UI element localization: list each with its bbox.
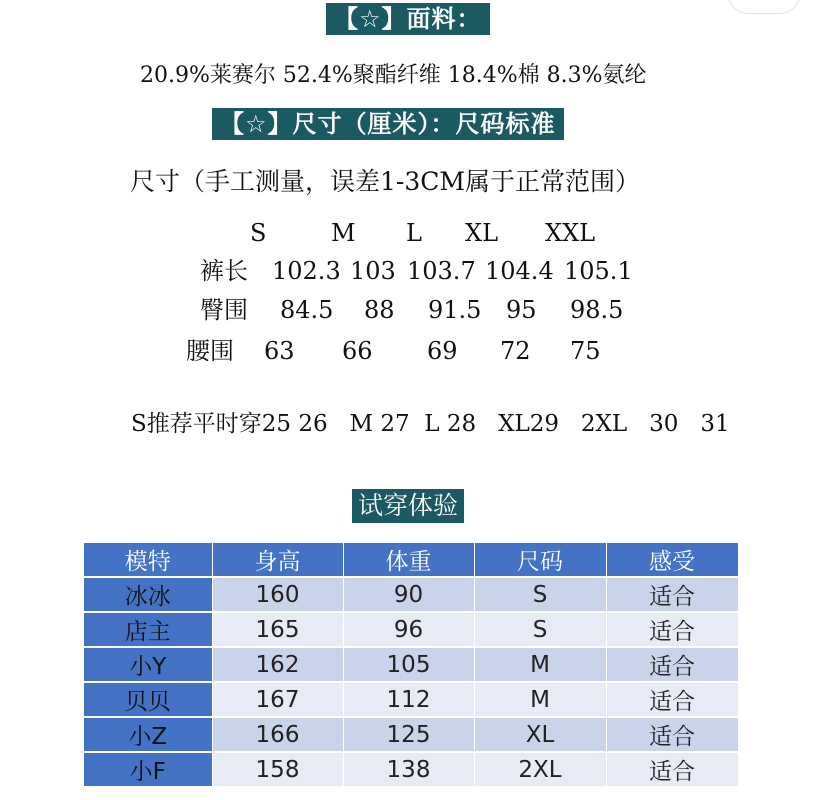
size-value: 103.7 [407, 257, 476, 285]
size-value: 91.5 [428, 296, 482, 324]
table-row [84, 647, 738, 682]
size-cell: XL [474, 717, 606, 752]
model-name: 贝贝 [84, 682, 212, 717]
model-name: 小F [84, 752, 212, 787]
feeling-cell: 适合 [606, 717, 738, 752]
size-row-label: 臀围 [200, 296, 248, 324]
size-cell: S [474, 577, 606, 612]
size-header-s: S [250, 219, 267, 247]
table-row [84, 717, 738, 752]
size-cell: M [474, 647, 606, 682]
size-value: 103 [350, 257, 396, 285]
tryon-label: 试穿体验 [352, 489, 464, 523]
size-value: 75 [570, 337, 601, 365]
table-row [84, 752, 738, 787]
size-value: 102.3 [272, 257, 341, 285]
table-row [84, 577, 738, 612]
feeling-cell: 适合 [606, 647, 738, 682]
corner-bubble [728, 0, 800, 14]
table-row [84, 682, 738, 717]
height-cell: 167 [212, 682, 343, 717]
height-cell: 165 [212, 612, 343, 647]
size-value: 104.4 [485, 257, 554, 285]
table-row [84, 612, 738, 647]
weight-cell: 105 [343, 647, 474, 682]
size-value: 98.5 [570, 296, 624, 324]
height-cell: 158 [212, 752, 343, 787]
column-header-weight: 体重 [343, 543, 474, 577]
feeling-cell: 适合 [606, 752, 738, 787]
size-cell: M [474, 682, 606, 717]
height-cell: 160 [212, 577, 343, 612]
size-value: 72 [500, 337, 531, 365]
weight-cell: 90 [343, 577, 474, 612]
size-cell: S [474, 612, 606, 647]
weight-cell: 112 [343, 682, 474, 717]
size-row-label: 腰围 [186, 337, 234, 365]
size-value: 63 [264, 337, 295, 365]
weight-cell: 138 [343, 752, 474, 787]
weight-cell: 96 [343, 612, 474, 647]
size-label: 【☆】尺寸（厘米）：尺码标准 [212, 108, 564, 140]
size-header-m: M [331, 219, 356, 247]
size-value: 84.5 [280, 296, 334, 324]
feeling-cell: 适合 [606, 682, 738, 717]
model-name: 冰冰 [84, 577, 212, 612]
fabric-label: 【☆】面料： [326, 3, 490, 35]
size-cell: 2XL [474, 752, 606, 787]
feeling-cell: 适合 [606, 612, 738, 647]
size-value: 66 [342, 337, 373, 365]
model-name: 小Y [84, 647, 212, 682]
column-header-height: 身高 [212, 543, 343, 577]
size-header-l: L [406, 219, 422, 247]
size-value: 88 [364, 296, 395, 324]
size-header-xxl: XXL [545, 219, 596, 247]
size-description: 尺寸（手工测量，误差1-3CM属于正常范围） [130, 167, 640, 196]
column-header-feeling: 感受 [606, 543, 738, 577]
size-value: 95 [506, 296, 537, 324]
size-row-label: 裤长 [200, 257, 248, 285]
model-name: 小Z [84, 717, 212, 752]
column-header-model: 模特 [84, 543, 212, 577]
size-recommendation: S推荐平时穿25 26 M 27 L 28 XL29 2XL 30 31 [131, 411, 730, 437]
size-value: 105.1 [564, 257, 633, 285]
weight-cell: 125 [343, 717, 474, 752]
size-value: 69 [427, 337, 458, 365]
fabric-composition: 20.9%莱赛尔 52.4%聚酯纤维 18.4%棉 8.3%氨纶 [140, 63, 647, 88]
model-name: 店主 [84, 612, 212, 647]
size-header-xl: XL [465, 219, 499, 247]
height-cell: 162 [212, 647, 343, 682]
table-header-row [84, 543, 738, 577]
height-cell: 166 [212, 717, 343, 752]
tryon-table [84, 543, 739, 788]
feeling-cell: 适合 [606, 577, 738, 612]
column-header-size: 尺码 [474, 543, 606, 577]
